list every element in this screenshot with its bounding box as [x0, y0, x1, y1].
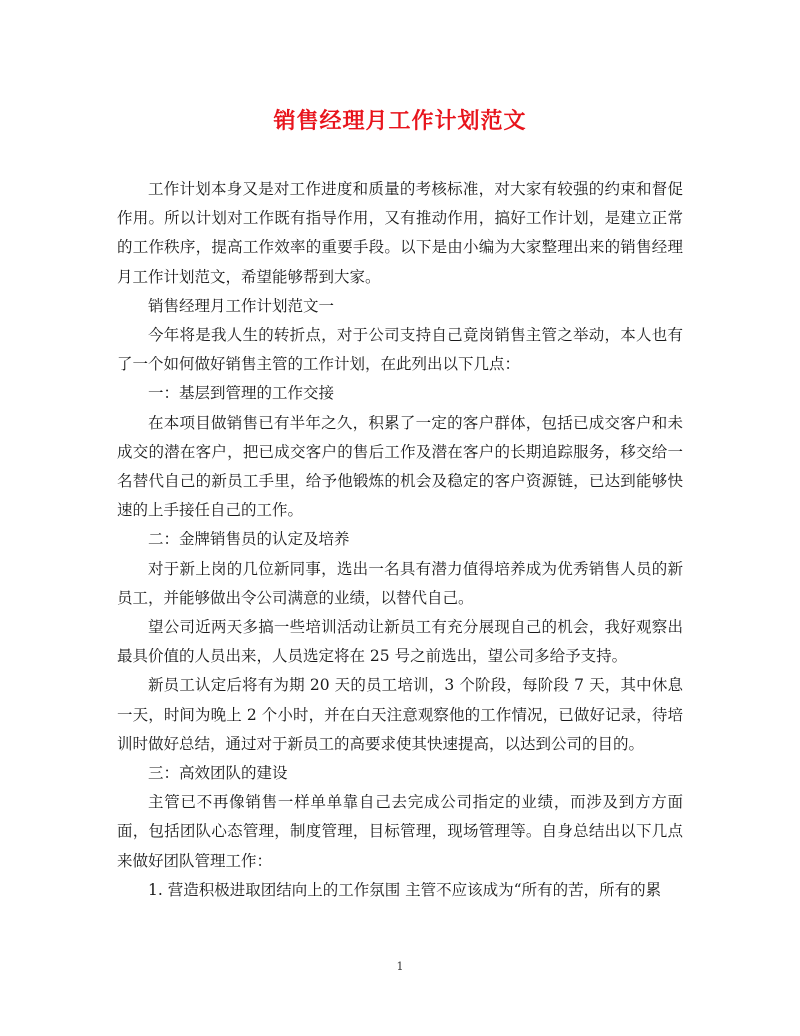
paragraph: 对于新上岗的几位新同事，选出一名具有潜力值得培养成为优秀销售人员的新员工，并能够做出令公司满意的业绩，以替代自己。 — [117, 559, 683, 607]
paragraph: 今年将是我人生的转折点，对于公司支持自己竟岗销售主管之举动，本人也有了一个如何做好销售主管的工作计划，在此列出以下几点： — [117, 326, 683, 374]
section-heading: 三：高效团队的建设 — [148, 764, 288, 783]
paragraph: 望公司近两天多搞一些培训活动让新员工有充分展现自己的机会，我好观察出最具价值的人员出来，人员选定将在 25 号之前选出，望公司多给予支持。 — [117, 618, 683, 666]
page-title: 销售经理月工作计划范文 — [273, 108, 527, 134]
section-heading: 二：金牌销售员的认定及培养 — [148, 530, 350, 549]
section-heading: 销售经理月工作计划范文一 — [148, 296, 335, 315]
section-heading: 一：基层到管理的工作交接 — [148, 384, 335, 403]
paragraph: 在本项目做销售已有半年之久，积累了一定的客户群体，包括已成交客户和未成交的潜在客户，把已成交客户的售后工作及潜在客户的长期追踪服务，移交给一名替代自己的新员工手里，给予他锻炼的机会及稳定的客户资源链，已达到能够快速的上手接任自己的工作。 — [117, 413, 683, 520]
paragraph: 主管已不再像销售一样单单靠自己去完成公司指定的业绩，而涉及到方方面面，包括团队心态管理，制度管理，目标管理，现场管理等。自身总结出以下几点来做好团队管理工作： — [117, 793, 683, 870]
page-number: 1 — [396, 960, 404, 973]
paragraph: 1. 营造积极进取团结向上的工作氛围 主管不应该成为“所有的苦，所有的累 — [148, 880, 662, 899]
paragraph: 工作计划本身又是对工作进度和质量的考核标准，对大家有较强的约束和督促作用。所以计划对工作既有指导作用，又有推动作用，搞好工作计划，是建立正常的工作秩序，提高工作效率的重要手段。以下是由小编为大家整理出来的销售经理月工作计划范文，希望能够帮到大家。 — [117, 180, 683, 286]
paragraph: 新员工认定后将有为期 20 天的员工培训，3 个阶段，每阶段 7 天，其中休息一天，时间为晚上 2 个小时，并在白天注意观察他的工作情况，已做好记录，待培训时做好总结，通过对于新员工的高要求使其快速提高，以达到公司的目的。 — [117, 676, 683, 753]
document-body — [117, 175, 683, 905]
